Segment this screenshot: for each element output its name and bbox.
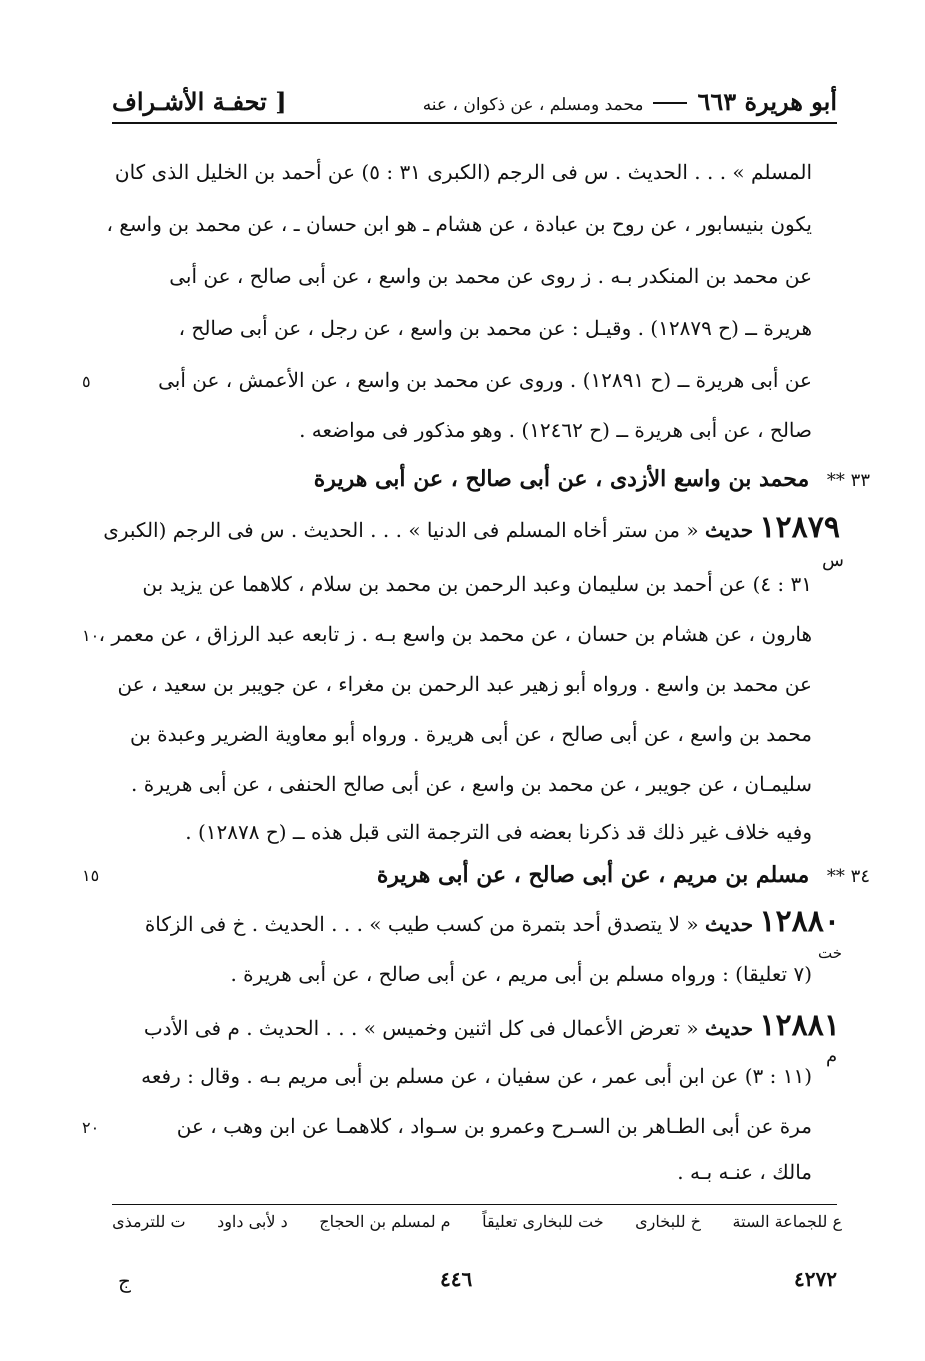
siglum-key-item: خت للبخارى تعليقاً <box>482 1212 604 1231</box>
section-heading-33 <box>300 466 870 492</box>
intro-line: يكون بنيسابور ، عن روح بن عبادة ، عن هشام ـ هو ابن حسان ـ ، عن محمد بن واسع ، <box>106 212 812 236</box>
line-number-15: ١٥ <box>82 866 100 885</box>
hadith-line: عن محمد بن واسع . ورواه أبو زهير عبد الرحمن بن مغراء ، عن جويبر بن سعيد ، عن <box>117 672 812 696</box>
footnote-rule <box>112 1204 837 1205</box>
intro-line: المسلم » . . . الحديث . س فى الرجم (الكبرى ٣١ : ٥) عن أحمد بن الخليل الذى كان <box>114 160 812 184</box>
hadith-line: سليمـان ، عن جويبر ، عن محمد بن واسع ، عن أبى صالح الحنفى ، عن أبى هريرة . <box>131 772 812 796</box>
page-number: ٤٤٦ <box>440 1267 473 1291</box>
hadith-text: « تعرض الأعمال فى كل اثنين وخميس » . . . الحديث . م فى الأدب <box>143 1016 699 1040</box>
header-rule <box>112 122 837 124</box>
margin-siglum: خت <box>818 944 843 962</box>
hadith-line: ٣١ : ٤) عن أحمد بن سليمان وعبد الرحمن بن محمد بن سلام ، كلاهما عن يزيد بن <box>142 572 812 596</box>
siglum-key-item: م لمسلم بن الحجاج <box>319 1212 451 1231</box>
header-right-subtitle: محمد ومسلم ، عن ذكوان ، عنه <box>422 95 644 115</box>
hadith-keyword: حديث <box>704 1016 754 1040</box>
margin-siglum: س <box>822 550 844 571</box>
hadith-keyword: حديث <box>704 912 754 936</box>
intro-line: صالح ، عن أبى هريرة ــ (ح ١٢٤٦٢) . وهو مذكور فى مواضعه . <box>299 418 812 442</box>
section-index: ٣٣ ** <box>826 470 870 491</box>
siglum-key-item: ت للترمذى <box>112 1212 186 1231</box>
section-title: محمد بن واسع الأزدى ، عن أبى صالح ، عن أبى هريرة <box>313 466 810 492</box>
hadith-number: ١٢٨٨٠ <box>759 904 840 939</box>
header-right <box>423 87 837 116</box>
section-heading-34 <box>300 862 870 888</box>
section-index: ٣٤ ** <box>826 866 870 887</box>
siglum-key-item: د لأبى داود <box>217 1212 288 1231</box>
hadith-line: (٧ تعليقا) : ورواه مسلم بن أبى مريم ، عن أبى صالح ، عن أبى هريرة . <box>230 962 812 986</box>
folio-left: ج <box>118 1269 131 1293</box>
hadith-12879-first-line <box>103 510 840 545</box>
header-dash <box>653 102 687 104</box>
hadith-text: « من ستر أخاه المسلم فى الدنيا » . . . الحديث . س فى الرجم (الكبرى <box>103 518 699 542</box>
hadith-line: مرة عن أبى الطـاهر بن السـرح وعمرو بن سـواد ، كلاهمـا عن ابن وهب ، عن <box>176 1114 812 1138</box>
hadith-line: محمد بن واسع ، عن أبى صالح ، عن أبى هريرة . ورواه أبو معاوية الضرير وعبدة بن <box>130 722 812 746</box>
hadith-12880-first-line <box>112 904 840 939</box>
hadith-number: ١٢٨٧٩ <box>759 510 840 545</box>
line-number-10: ١٠ <box>82 626 100 645</box>
line-number-5: ٥ <box>82 372 91 391</box>
hadith-number: ١٢٨٨١ <box>759 1008 840 1043</box>
section-title: مسلم بن مريم ، عن أبى صالح ، عن أبى هريرة <box>376 862 810 888</box>
hadith-keyword: حديث <box>704 518 754 542</box>
siglum-key-item: خ للبخارى <box>635 1212 701 1231</box>
intro-line: عن أبى هريرة ــ (ح ١٢٨٩١) . وروى عن محمد بن واسع ، عن الأعمش ، عن أبى <box>158 368 812 392</box>
hadith-12881-first-line <box>112 1008 840 1043</box>
header-right-title: أبو هريرة ٦٦٣ <box>697 87 837 116</box>
siglum-key-item: ع للجماعة الستة <box>732 1212 842 1231</box>
hadith-line: وفيه خلاف غير ذلك قد ذكرنا بعضه فى الترجمة التى قبل هذه ــ (ح ١٢٨٧٨) . <box>185 820 812 844</box>
intro-line: عن محمد بن المنكدر بـه . ز روى عن محمد بن واسع ، عن أبى صالح ، عن أبى <box>169 264 812 288</box>
header-left-title: [ تحفـة الأشـراف <box>112 87 287 116</box>
folio-right: ٤٢٧٢ <box>794 1267 837 1291</box>
running-header <box>112 72 837 116</box>
hadith-text: « لا يتصدق أحد بتمرة من كسب طيب » . . . الحديث . خ فى الزكاة <box>144 912 699 936</box>
margin-siglum: م <box>826 1046 838 1067</box>
hadith-line: هارون ، عن هشام بن حسان ، عن محمد بن واسع بـه . ز تابعه عبد الرزاق ، عن معمر ، <box>98 622 812 646</box>
line-number-20: ٢٠ <box>82 1118 100 1137</box>
hadith-line: مالك ، عنـه بـه . <box>677 1160 812 1184</box>
hadith-line: (١١ : ٣) عن ابن أبى عمر ، عن سفيان ، عن مسلم بن أبى مريم بـه . وقال : رفعه <box>141 1064 812 1088</box>
siglum-key <box>112 1212 842 1231</box>
intro-line: هريرة ــ (ح ١٢٨٧٩) . وقيـل : عن محمد بن واسع ، عن رجل ، عن أبى صالح ، <box>178 316 812 340</box>
